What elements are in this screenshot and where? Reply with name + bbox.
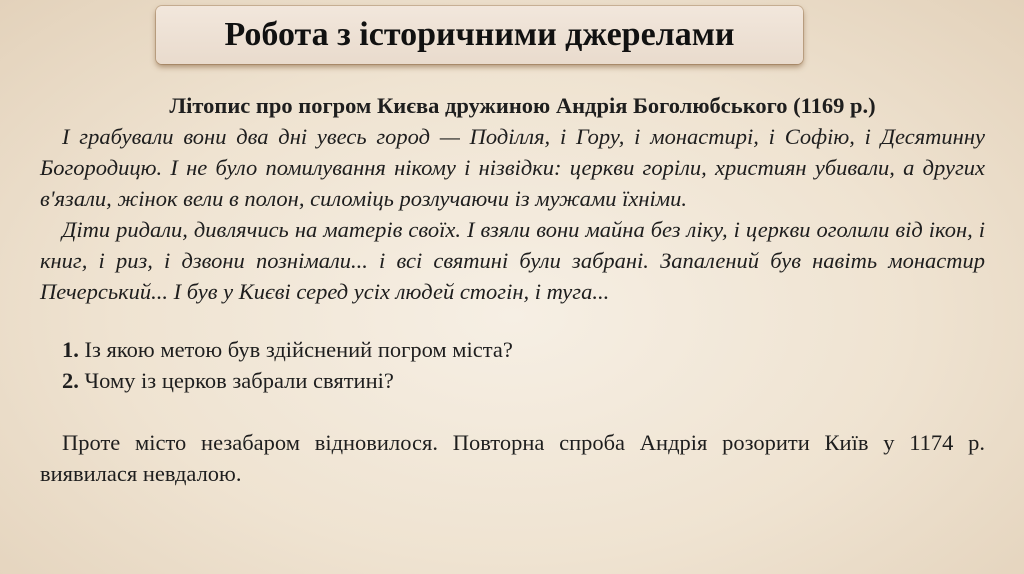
title-banner	[156, 6, 803, 64]
question-list	[62, 334, 985, 396]
question-text: Із якою метою був здійснений погром міста?	[78, 337, 513, 362]
question-item	[62, 334, 985, 365]
slide-content	[40, 90, 985, 489]
quote-paragraph-2: Діти ридали, дивлячись на матерів своїх. І взяли вони майна без ліку, і церкви оголили від ікон, і книг, і риз, і дзвони познімали... і всі святині були забрані. Запалений був навіть монастир Печерський... І був у Києві серед усіх людей стогін, і туга...	[40, 217, 985, 304]
question-item	[62, 365, 985, 396]
question-number: 1.	[62, 337, 79, 362]
question-text: Чому із церков забрали святині?	[78, 368, 394, 393]
question-number: 2.	[62, 368, 79, 393]
source-heading: Літопис про погром Києва дружиною Андрія Боголюбського (1169 р.)	[169, 93, 876, 118]
quote-paragraph-1: І грабували вони два дні увесь город — Поділля, і Гору, і монастирі, і Софію, і Десятинну Богородицю. І не було помилування нікому і нізвідки: церкви горіли, християн убивали, а других в'язали, жінок вели в полон, силоміць розлучаючи із мужами їхніми.	[40, 124, 985, 211]
conclusion-paragraph: Проте місто незабаром відновилося. Повторна спроба Андрія розорити Київ у 1174 р. виявилася невдалою.	[40, 430, 985, 486]
page-title: Робота з історичними джерелами	[224, 16, 735, 53]
